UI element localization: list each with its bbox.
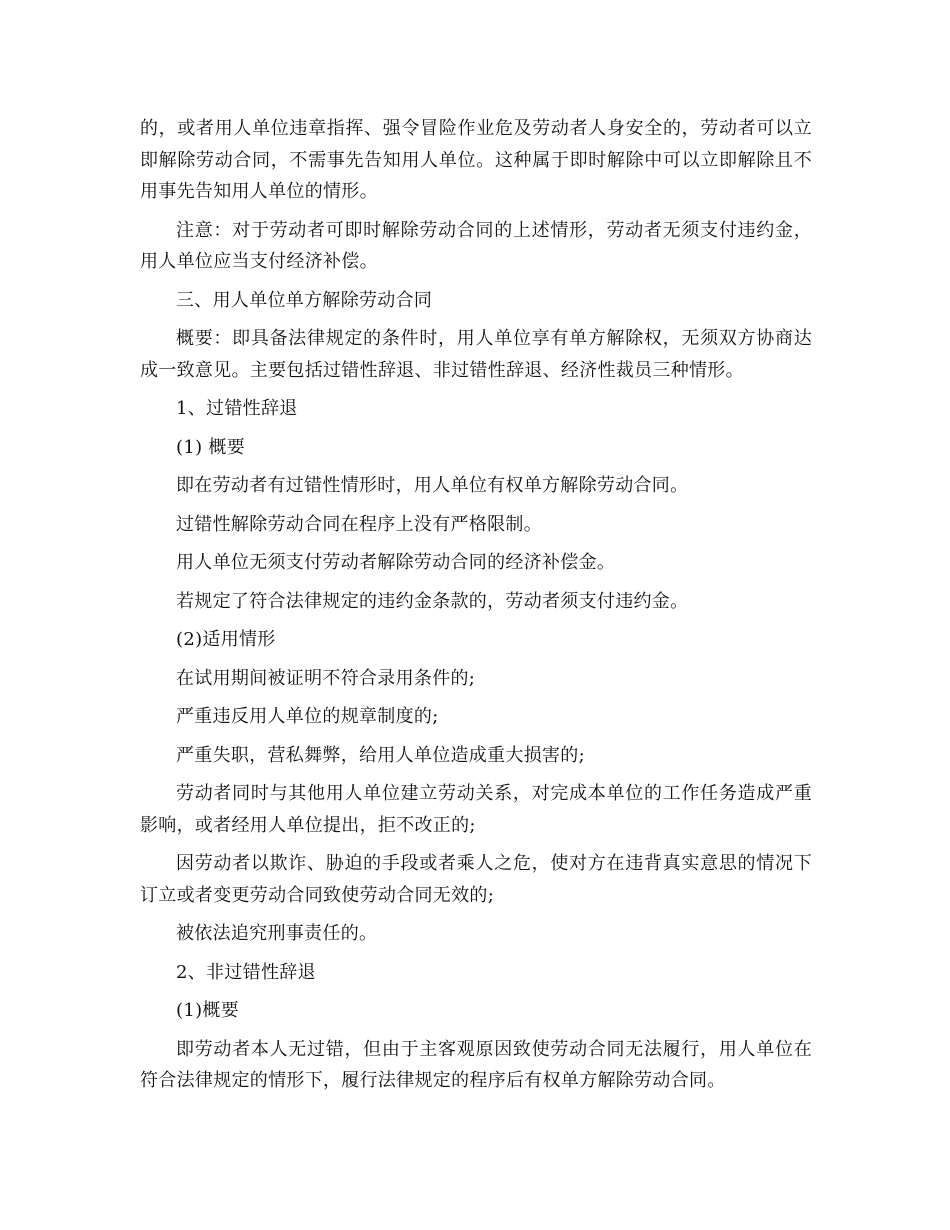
- list-item: 因劳动者以欺诈、胁迫的手段或者乘人之危，使对方在违背真实意思的情况下订立或者变更劳动合同致使劳动合同无效的;: [140, 853, 812, 906]
- list-item: 严重违反用人单位的规章制度的;: [176, 706, 439, 727]
- list-item: 严重失职，营私舞弊，给用人单位造成重大损害的;: [176, 744, 585, 766]
- subsection-heading: 1、过错性辞退: [176, 398, 298, 419]
- document-page: [140, 113, 812, 1104]
- paragraph: 注意：对于劳动者可即时解除劳动合同的上述情形，劳动者无须支付违约金，用人单位应当支付经济补偿。: [140, 219, 812, 272]
- subsection-heading: 2、非过错性辞退: [176, 961, 316, 983]
- paragraph: 概要：即具备法律规定的条件时，用人单位享有单方解除权，无须双方协商达成一致意见。主要包括过错性辞退、非过错性辞退、经济性裁员三种情形。: [140, 328, 812, 381]
- subsection-heading: (1) 概要: [176, 436, 246, 458]
- paragraph: 用人单位无须支付劳动者解除劳动合同的经济补偿金。: [176, 552, 616, 573]
- paragraph: 过错性解除劳动合同在程序上没有严格限制。: [176, 513, 542, 535]
- paragraph: 即劳动者本人无过错，但由于主客观原因致使劳动合同无法履行，用人单位在符合法律规定的情形下，履行法律规定的程序后有权单方解除劳动合同。: [140, 1038, 812, 1091]
- list-item: 被依法追究刑事责任的。: [176, 923, 378, 944]
- section-heading: 三、用人单位单方解除劳动合同: [176, 289, 433, 311]
- list-item: 在试用期间被证明不符合录用条件的;: [176, 667, 476, 689]
- paragraph: 即在劳动者有过错性情形时，用人单位有权单方解除劳动合同。: [176, 475, 689, 496]
- subsection-heading: (1)概要: [176, 1000, 239, 1021]
- paragraph: 的，或者用人单位违章指挥、强令冒险作业危及劳动者人身安全的，劳动者可以立即解除劳动合同，不需事先告知用人单位。这种属于即时解除中可以立即解除且不用事先告知用人单位的情形。: [140, 118, 812, 202]
- paragraph: 若规定了符合法律规定的违约金条款的，劳动者须支付违约金。: [176, 590, 689, 612]
- subsection-heading: (2)适用情形: [176, 629, 276, 650]
- list-item: 劳动者同时与其他用人单位建立劳动关系，对完成本单位的工作任务造成严重影响，或者经用人单位提出，拒不改正的;: [140, 783, 812, 836]
